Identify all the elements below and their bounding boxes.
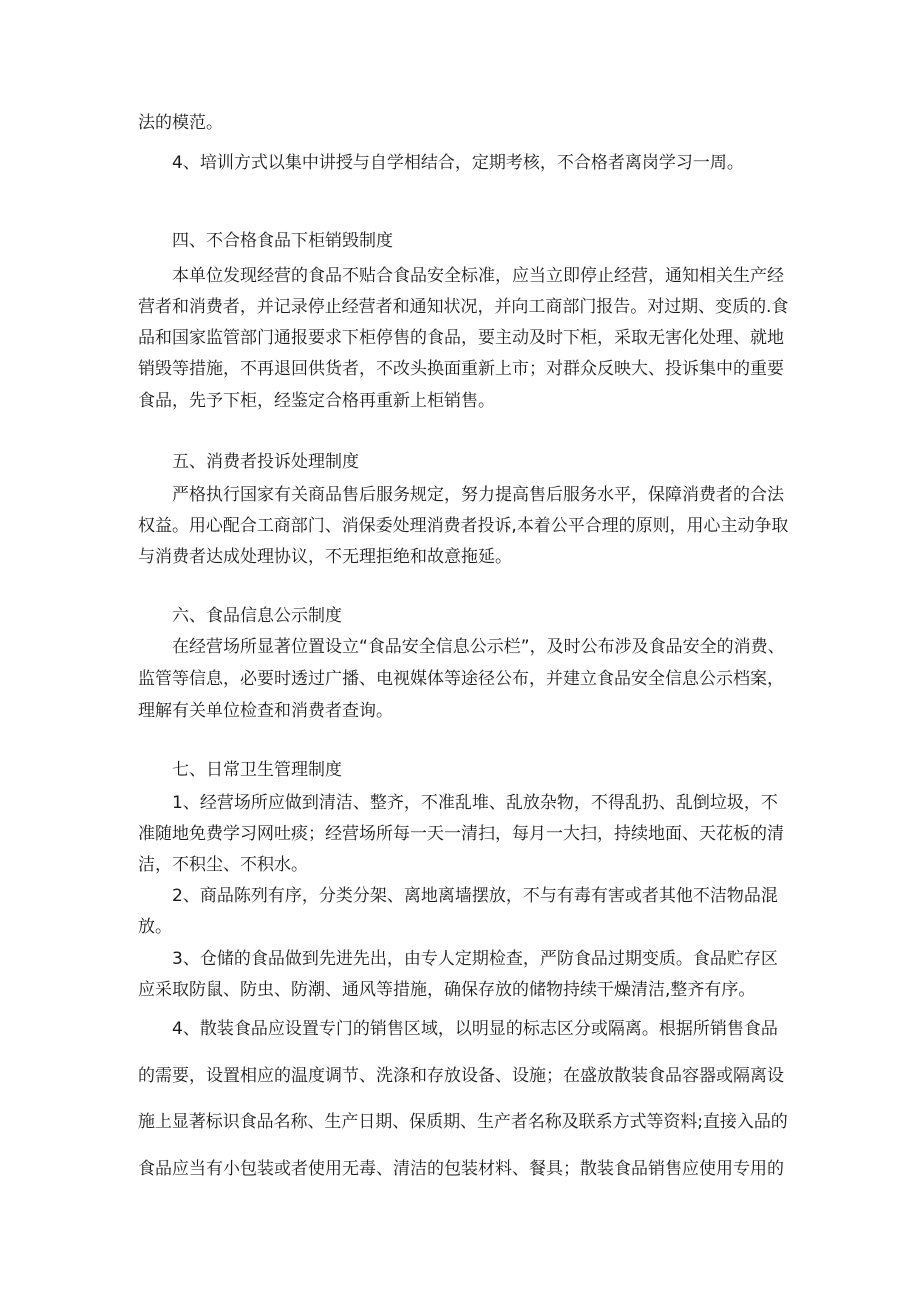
paragraph-line: 准随地免费学习网吐痰；经营场所每一天一清扫，每月一大扫，持续地面、天花板的清	[138, 824, 784, 844]
section-heading: 六、食品信息公示制度	[172, 606, 342, 626]
paragraph-line: 权益。用心配合工商部门、消保委处理消费者投诉,本着公平合理的原则，用心主动争取	[138, 516, 789, 536]
list-item: 3、仓储的食品做到先进先出，由专人定期检查，严防食品过期变质。食品贮存区	[172, 949, 778, 969]
paragraph-line: 销毁等措施，不再退回供货者，不改头换面重新上市；对群众反映大、投诉集中的重要	[138, 359, 784, 379]
paragraph-line: 品和国家监管部门通报要求下柜停售的食品，要主动及时下柜，采取无害化处理、就地	[138, 328, 784, 348]
list-item: 4、散装食品应设置专门的销售区域，以明显的标志区分或隔离。根据所销售食品	[172, 1019, 778, 1039]
paragraph-line: 应采取防鼠、防虫、防潮、通风等措施，确保存放的储物持续干燥清洁,整齐有序。	[138, 980, 756, 1000]
paragraph-line: 与消费者达成处理协议，不无理拒绝和故意拖延。	[138, 547, 512, 567]
paragraph-line: 施上显著标识食品名称、生产日期、保质期、生产者名称及联系方式等资料;直接入品的	[138, 1112, 788, 1132]
paragraph-line: 营者和消费者，并记录停止经营者和通知状况，并向工商部门报告。对过期、变质的.食	[138, 297, 789, 317]
paragraph-line: 洁，不积尘、不积水。	[138, 855, 308, 875]
paragraph-line: 食品应当有小包装或者使用无毒、清洁的包装材料、餐具；散装食品销售应使用专用的	[138, 1159, 784, 1179]
section-heading: 七、日常卫生管理制度	[172, 760, 342, 780]
list-item: 4、培训方式以集中讲授与自学相结合，定期考核，不合格者离岗学习一周。	[172, 153, 744, 173]
paragraph-line: 的需要，设置相应的温度调节、洗涤和存放设备、设施；在盛放散装食品容器或隔离设	[138, 1066, 784, 1086]
section-heading: 五、消费者投诉处理制度	[172, 452, 359, 472]
paragraph-line: 法的模范。	[138, 113, 223, 133]
paragraph-line: 理解有关单位检查和消费者查询。	[138, 701, 393, 721]
list-item: 2、商品陈列有序，分类分架、离地离墙摆放，不与有毒有害或者其他不洁物品混	[172, 886, 778, 906]
paragraph-line: 在经营场所显著位置设立“食品安全信息公示栏”，及时公布涉及食品安全的消费、	[172, 637, 785, 657]
paragraph-line: 本单位发现经营的食品不贴合食品安全标准，应当立即停止经营，通知相关生产经	[172, 266, 784, 286]
paragraph-line: 监管等信息，必要时透过广播、电视媒体等途径公布，并建立食品安全信息公示档案，	[138, 669, 784, 689]
section-heading: 四、不合格食品下柜销毁制度	[172, 231, 393, 251]
paragraph-line: 放。	[138, 917, 172, 937]
paragraph-line: 食品，先予下柜，经鉴定合格再重新上柜销售。	[138, 391, 495, 411]
list-item: 1、经营场所应做到清洁、整齐，不准乱堆、乱放杂物，不得乱扔、乱倒垃圾，不	[172, 793, 778, 813]
paragraph-line: 严格执行国家有关商品售后服务规定，努力提高售后服务水平，保障消费者的合法	[172, 485, 784, 505]
